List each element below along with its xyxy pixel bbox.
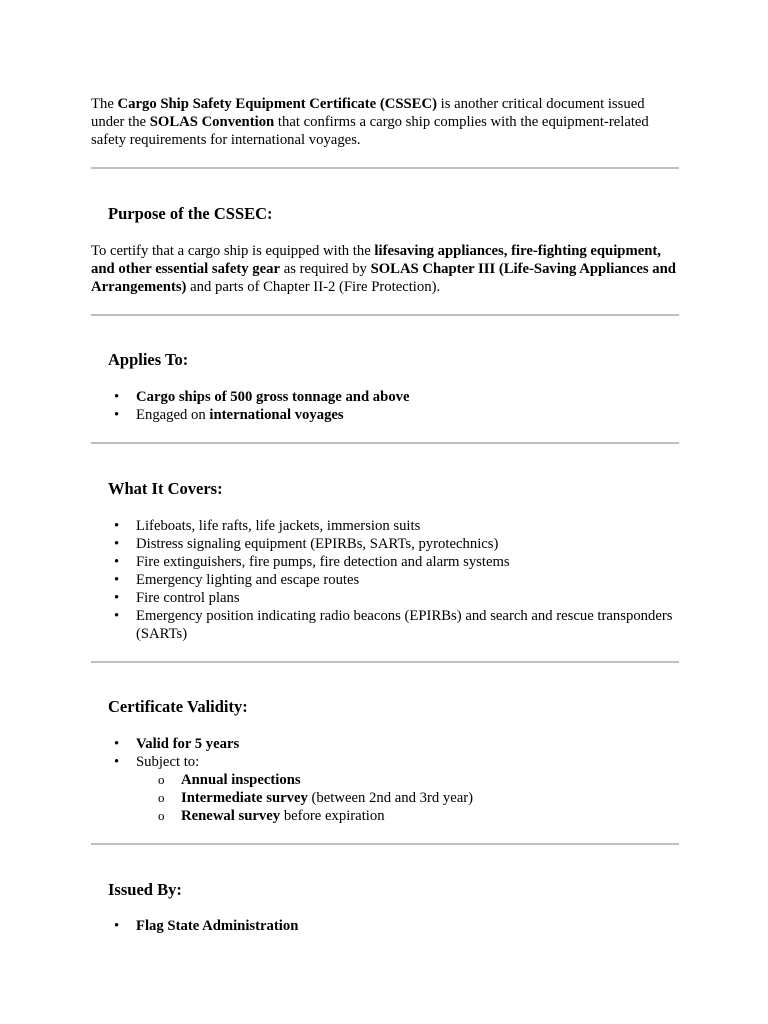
list-item: • Emergency lighting and escape routes	[136, 571, 679, 589]
purpose-heading: Purpose of the CSSEC:	[108, 204, 273, 223]
purpose-bold-1: lifesaving appliances, fire-fighting equipment, and other essential safety gear	[91, 243, 661, 277]
applies-heading: Applies To:	[108, 350, 189, 369]
purpose-text-2: as required by	[280, 261, 371, 277]
list-item: • Distress signaling equipment (EPIRBs, SARTs, pyrotechnics)	[136, 535, 679, 553]
validity-sublist	[136, 771, 679, 825]
intro-text-1: The	[91, 96, 118, 112]
validity-sub-3-bold: Renewal survey	[181, 808, 281, 824]
list-item	[181, 789, 679, 807]
intro-bold-solas: SOLAS Convention	[149, 114, 275, 130]
validity-heading: Certificate Validity:	[108, 697, 248, 716]
validity-item-1: Valid for 5 years	[136, 736, 240, 752]
purpose-paragraph	[91, 242, 679, 296]
issued-list	[91, 917, 679, 935]
validity-sub-2-bold: Intermediate survey	[181, 790, 308, 806]
validity-item-2: Subject to:	[136, 754, 200, 770]
purpose-text-1: To certify that a cargo ship is equipped with the	[91, 243, 375, 259]
validity-sub-1-bold: Annual inspections	[181, 772, 301, 788]
validity-list	[91, 735, 679, 825]
list-item: • Lifeboats, life rafts, life jackets, immersion suits	[136, 517, 679, 535]
purpose-text-3: and parts of Chapter II-2 (Fire Protection).	[186, 279, 441, 295]
validity-sub-2-text: (between 2nd and 3rd year)	[307, 790, 474, 806]
issued-item-1: Flag State Administration	[136, 918, 299, 934]
divider-3	[91, 442, 679, 444]
list-item: • Fire control plans	[136, 589, 679, 607]
document-page	[91, 95, 679, 935]
validity-sub-3-text: before expiration	[280, 808, 385, 824]
list-item	[136, 753, 679, 825]
list-item: • Fire extinguishers, fire pumps, fire detection and alarm systems	[136, 553, 679, 571]
intro-text-3: that confirms a cargo ship complies with the equipment-related safety requirements for international voyages.	[91, 114, 649, 148]
divider-2	[91, 314, 679, 316]
intro-bold-cssec: Cargo Ship Safety Equipment Certificate (CSSEC)	[117, 96, 437, 112]
divider-4	[91, 661, 679, 663]
intro-text-2: is another critical document issued under the	[91, 96, 645, 130]
list-item	[181, 807, 679, 825]
list-item	[181, 771, 679, 789]
list-item	[136, 735, 679, 753]
list-item	[136, 917, 679, 935]
list-item: • Emergency position indicating radio beacons (EPIRBs) and search and rescue transponders (SARTs)	[136, 607, 679, 643]
intro-paragraph	[91, 95, 679, 149]
applies-item-1: Cargo ships of 500 gross tonnage and above	[136, 389, 410, 405]
covers-heading: What It Covers:	[108, 479, 223, 498]
applies-item-2-text: Engaged on	[136, 407, 210, 423]
applies-list	[91, 388, 679, 424]
divider-5	[91, 843, 679, 845]
purpose-bold-2: SOLAS Chapter III (Life-Saving Appliances and Arrangements)	[91, 261, 676, 295]
covers-list	[91, 517, 679, 643]
applies-item-2-bold: international voyages	[209, 407, 344, 423]
divider-1	[91, 167, 679, 169]
issued-heading: Issued By:	[108, 880, 182, 899]
list-item	[136, 388, 679, 406]
list-item	[136, 406, 679, 424]
